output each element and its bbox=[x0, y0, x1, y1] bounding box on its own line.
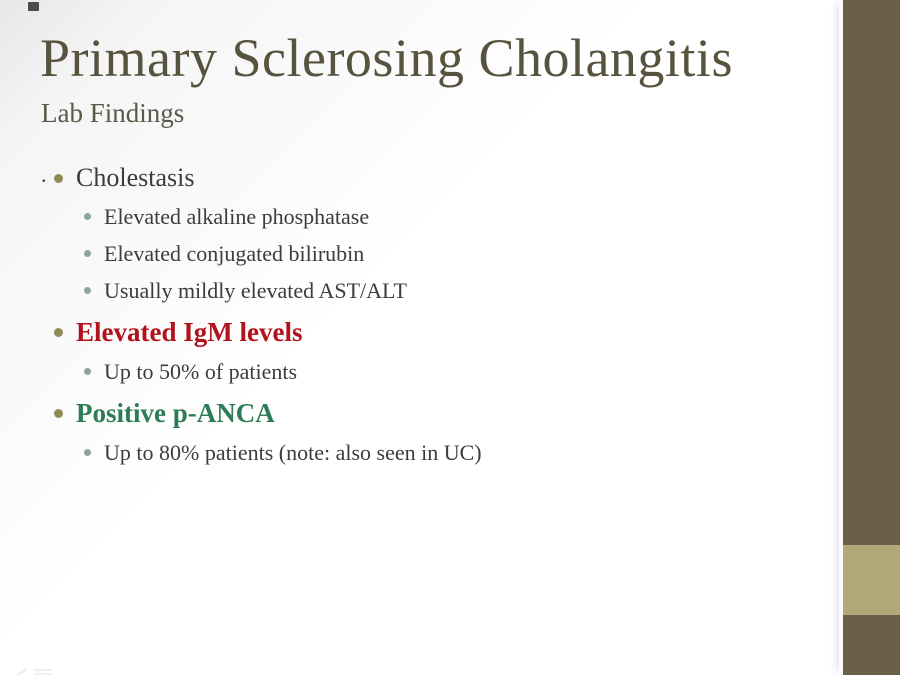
slide-theme-sidebar-accent-band bbox=[843, 545, 900, 615]
slide-theme-sidebar bbox=[839, 0, 900, 675]
bullet-text: Up to 80% patients (note: also seen in UC) bbox=[104, 440, 482, 465]
watermark-stroke bbox=[13, 668, 28, 675]
bullet-icon bbox=[54, 328, 63, 337]
list-item bbox=[40, 158, 800, 198]
bullet-icon bbox=[84, 213, 91, 220]
bullet-icon bbox=[84, 368, 91, 375]
top-left-artifact-mark bbox=[28, 2, 39, 11]
bullet-text: Elevated alkaline phosphatase bbox=[104, 204, 370, 229]
list-item bbox=[40, 198, 800, 235]
list-item bbox=[40, 272, 800, 309]
list-item-emphasis-red bbox=[40, 311, 800, 353]
list-item bbox=[40, 353, 800, 390]
bullet-icon bbox=[54, 174, 63, 183]
bullet-icon bbox=[84, 250, 91, 257]
faint-watermark bbox=[12, 663, 58, 675]
bullet-text: Elevated IgM levels bbox=[76, 317, 303, 347]
watermark-stroke bbox=[34, 669, 52, 671]
bullet-list bbox=[40, 158, 800, 471]
slide-subtitle: Lab Findings bbox=[41, 98, 185, 128]
list-item bbox=[40, 235, 800, 272]
bullet-icon bbox=[84, 449, 91, 456]
list-item-emphasis-green bbox=[40, 392, 800, 434]
slide-title: Primary Sclerosing Cholangitis bbox=[40, 28, 733, 88]
bullet-icon bbox=[54, 409, 63, 418]
list-item bbox=[40, 434, 800, 471]
bullet-text: Up to 50% of patients bbox=[104, 359, 298, 384]
stray-period-mark: . bbox=[41, 162, 47, 187]
bullet-text: Usually mildly elevated AST/ALT bbox=[104, 278, 407, 303]
bullet-text: Positive p-ANCA bbox=[76, 398, 275, 428]
bullet-text: Elevated conjugated bilirubin bbox=[104, 241, 365, 266]
bullet-text: Cholestasis bbox=[76, 163, 195, 192]
bullet-icon bbox=[84, 287, 91, 294]
